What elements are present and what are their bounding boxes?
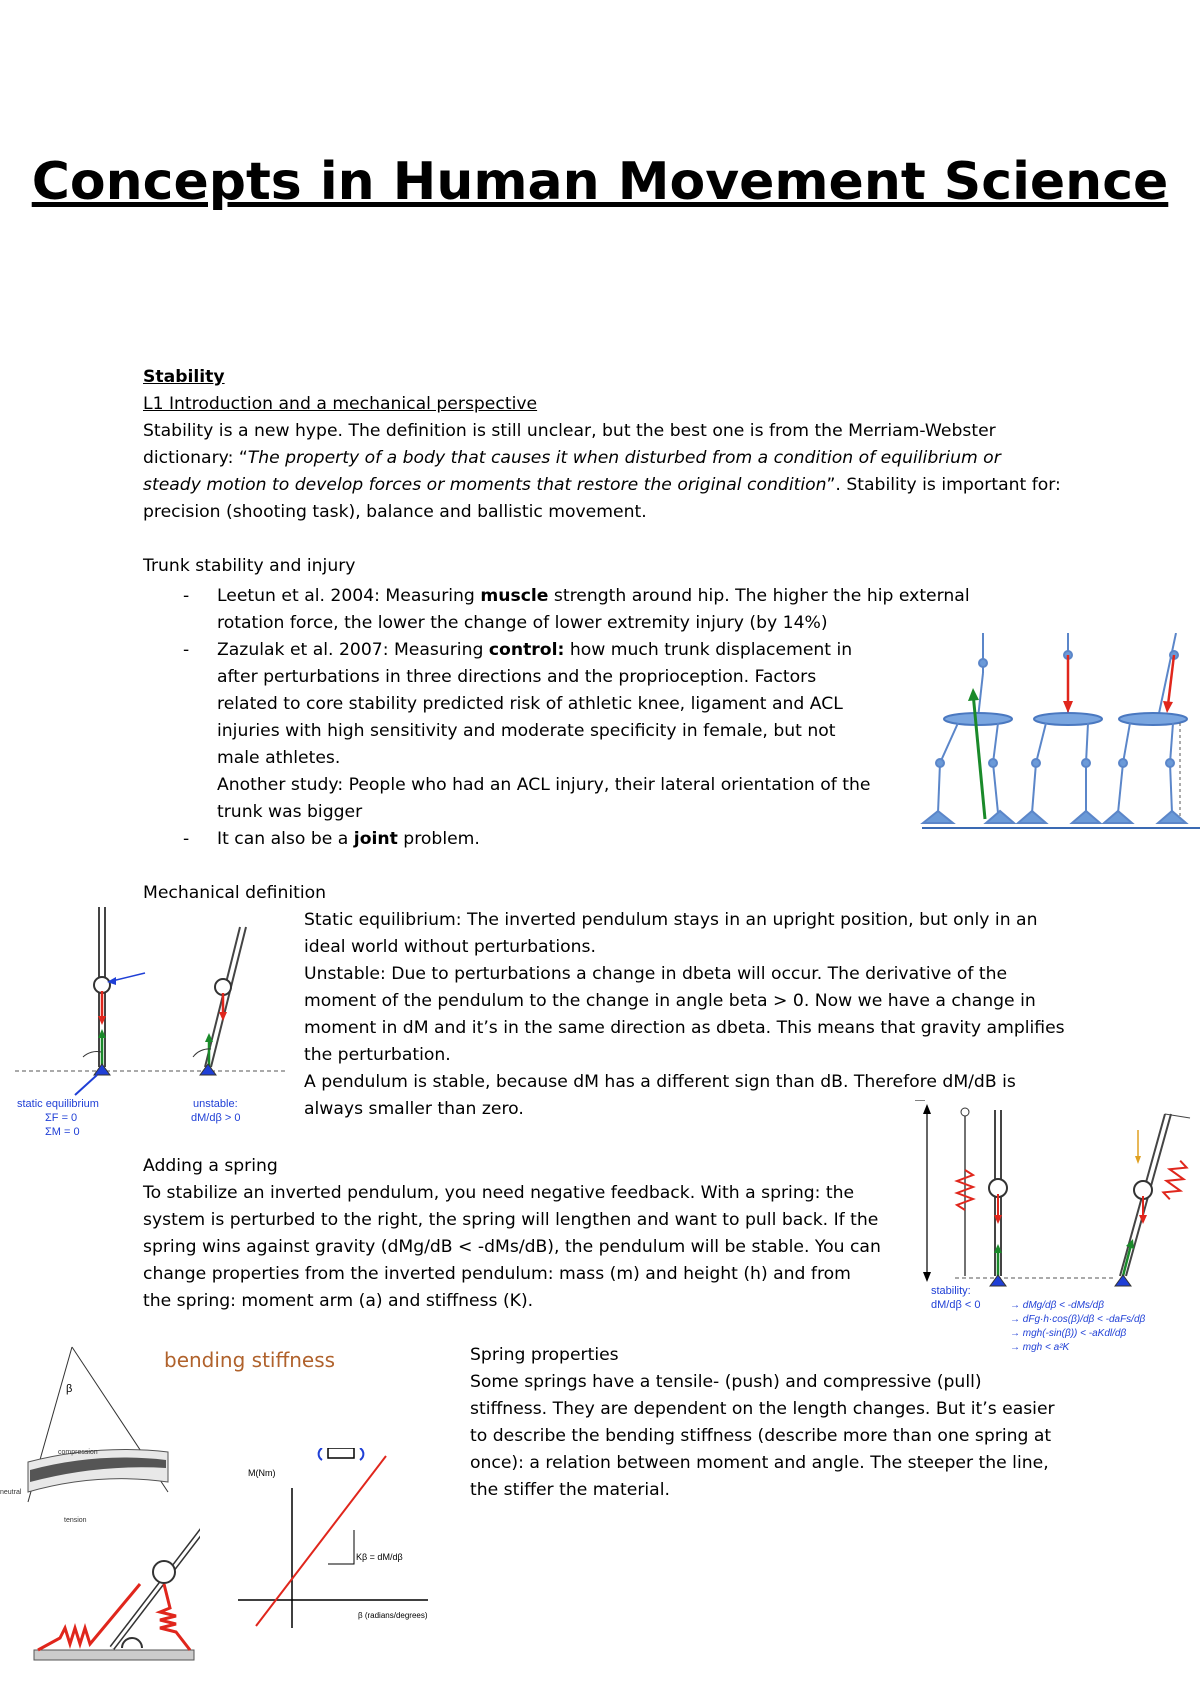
stability-line-2: → dFg·h·cos(β)/dβ < -daFs/dβ [1010, 1314, 1146, 1325]
stability-line-3: → mgh(-sin(β)) < -aKdl/dβ [1010, 1328, 1127, 1339]
graph-x-label: β (radians/degrees) [358, 1611, 428, 1620]
neutral-label: neutral [0, 1489, 22, 1496]
static-eq1: ΣF = 0 [45, 1112, 78, 1124]
stability-label: stability: [931, 1285, 971, 1297]
stability-line-4: → mgh < a²K [1010, 1342, 1070, 1353]
bending-stiffness-title: bending stiffness [164, 1348, 336, 1372]
list-item-text: strength around hip. The higher the hip external rotation force, the lower the change of lower extremity injury (by 14%) [217, 586, 970, 633]
list-item [183, 826, 903, 853]
list-item [183, 583, 1017, 637]
static-label: static equilibrium [17, 1098, 99, 1110]
unstable-text: Unstable: Due to perturbations a change in dbeta will occur. The derivative of the moment of the pendulum to the change in angle beta > 0. Now we have a change in moment in dM and it’s in the same direction as dbeta. This means that gravity amplifies the perturbation. [304, 964, 1065, 1065]
list-item-bold: joint [353, 829, 398, 849]
trunk-heading: Trunk stability and injury [143, 556, 356, 576]
section-heading: Stability [143, 367, 225, 387]
spring-heading: Adding a spring [143, 1156, 278, 1176]
list-item-text: Another study: People who had an ACL injury, their lateral orientation of the trunk was bigger [217, 775, 871, 822]
stability-eq: dM/dβ < 0 [931, 1299, 981, 1311]
properties-block [470, 1342, 1060, 1504]
spring-pendulum-figure [915, 1100, 1200, 1380]
tension-label: tension [64, 1517, 87, 1522]
mechanical-paragraph [304, 907, 1074, 1123]
trunk-list [183, 583, 970, 853]
intro-quote: The property of a body that causes it when disturbed from a condition of equilibrium or steady motion to develop forces or moments that restore the original condition [143, 448, 1001, 495]
properties-text: Some springs have a tensile- (push) and compressive (pull) stiffness. They are dependent on the length changes. But it’s easier to describe the bending stiffness (describe more than one spring at once): a relation between moment and angle. The steeper the line, the stiffer the material. [470, 1372, 1055, 1500]
properties-heading: Spring properties [470, 1345, 619, 1365]
intro-paragraph [143, 418, 1063, 526]
list-item-text: It can also be a [217, 829, 354, 849]
compression-label: compression [58, 1449, 98, 1456]
list-item-text: problem. [397, 829, 480, 849]
lecture-heading: L1 Introduction and a mechanical perspective [143, 394, 538, 414]
intro-text-1: Stability is a new hype. The definition is still unclear, but the best one is from the Merriam-Webster dictionary: “ [143, 421, 996, 468]
spring-joint-figure [20, 1500, 200, 1670]
list-item [183, 637, 877, 826]
list-item-text: how much trunk displacement in after perturbations in three directions and the proprioception. Factors related to core stability predicted risk of athletic knee, ligament and ACL injuries with high sensitivity and moderate specificity in female, but not male athletes. [217, 640, 853, 768]
graph-slope-label: Kβ = dM/dβ [356, 1552, 403, 1562]
static-eq2: ΣM = 0 [45, 1126, 80, 1137]
bending-beam-figure [0, 1342, 200, 1522]
stable-text: A pendulum is stable, because dM has a different sign than dB. Therefore dM/dB is always smaller than zero. [304, 1072, 1016, 1119]
page-title-text: Concepts in Human Movement Science [31, 152, 1169, 212]
list-item-text: Leetun et al. 2004: Measuring [217, 586, 481, 606]
pendulum-figure [15, 907, 285, 1137]
trunk-perturbation-figure [918, 633, 1200, 833]
intro-text-2: ”. Stability is important for: precision (shooting task), balance and ballistic movement. [143, 475, 1061, 522]
bending-stiffness-graph [238, 1448, 458, 1628]
beta-label: β [66, 1383, 73, 1395]
list-item-text: Zazulak et al. 2007: Measuring [217, 640, 489, 660]
spring-paragraph: To stabilize an inverted pendulum, you need negative feedback. With a spring: the system is perturbed to the right, the spring will lengthen and want to pull back. If the spring wins against gravity (dMg/dB < -dMs/dB), the pendulum will be stable. You can change properties from the inverted pendulum: mass (m) and height (h) and from the spring: moment arm (a) and stiffness (K). [143, 1183, 881, 1311]
unstable-label: unstable: [193, 1098, 238, 1110]
graph-y-label: M(Nm) [248, 1468, 276, 1478]
list-item-bold: muscle [480, 586, 549, 606]
stability-line-1: → dMg/dβ < -dMs/dβ [1010, 1300, 1104, 1311]
static-text: Static equilibrium: The inverted pendulum stays in an upright position, but only in an ideal world without perturbations. [304, 910, 1038, 957]
mechanical-heading: Mechanical definition [143, 883, 327, 903]
list-item-bold: control: [488, 640, 565, 660]
page-title [0, 145, 1200, 219]
unstable-eq: dM/dβ > 0 [191, 1112, 241, 1124]
